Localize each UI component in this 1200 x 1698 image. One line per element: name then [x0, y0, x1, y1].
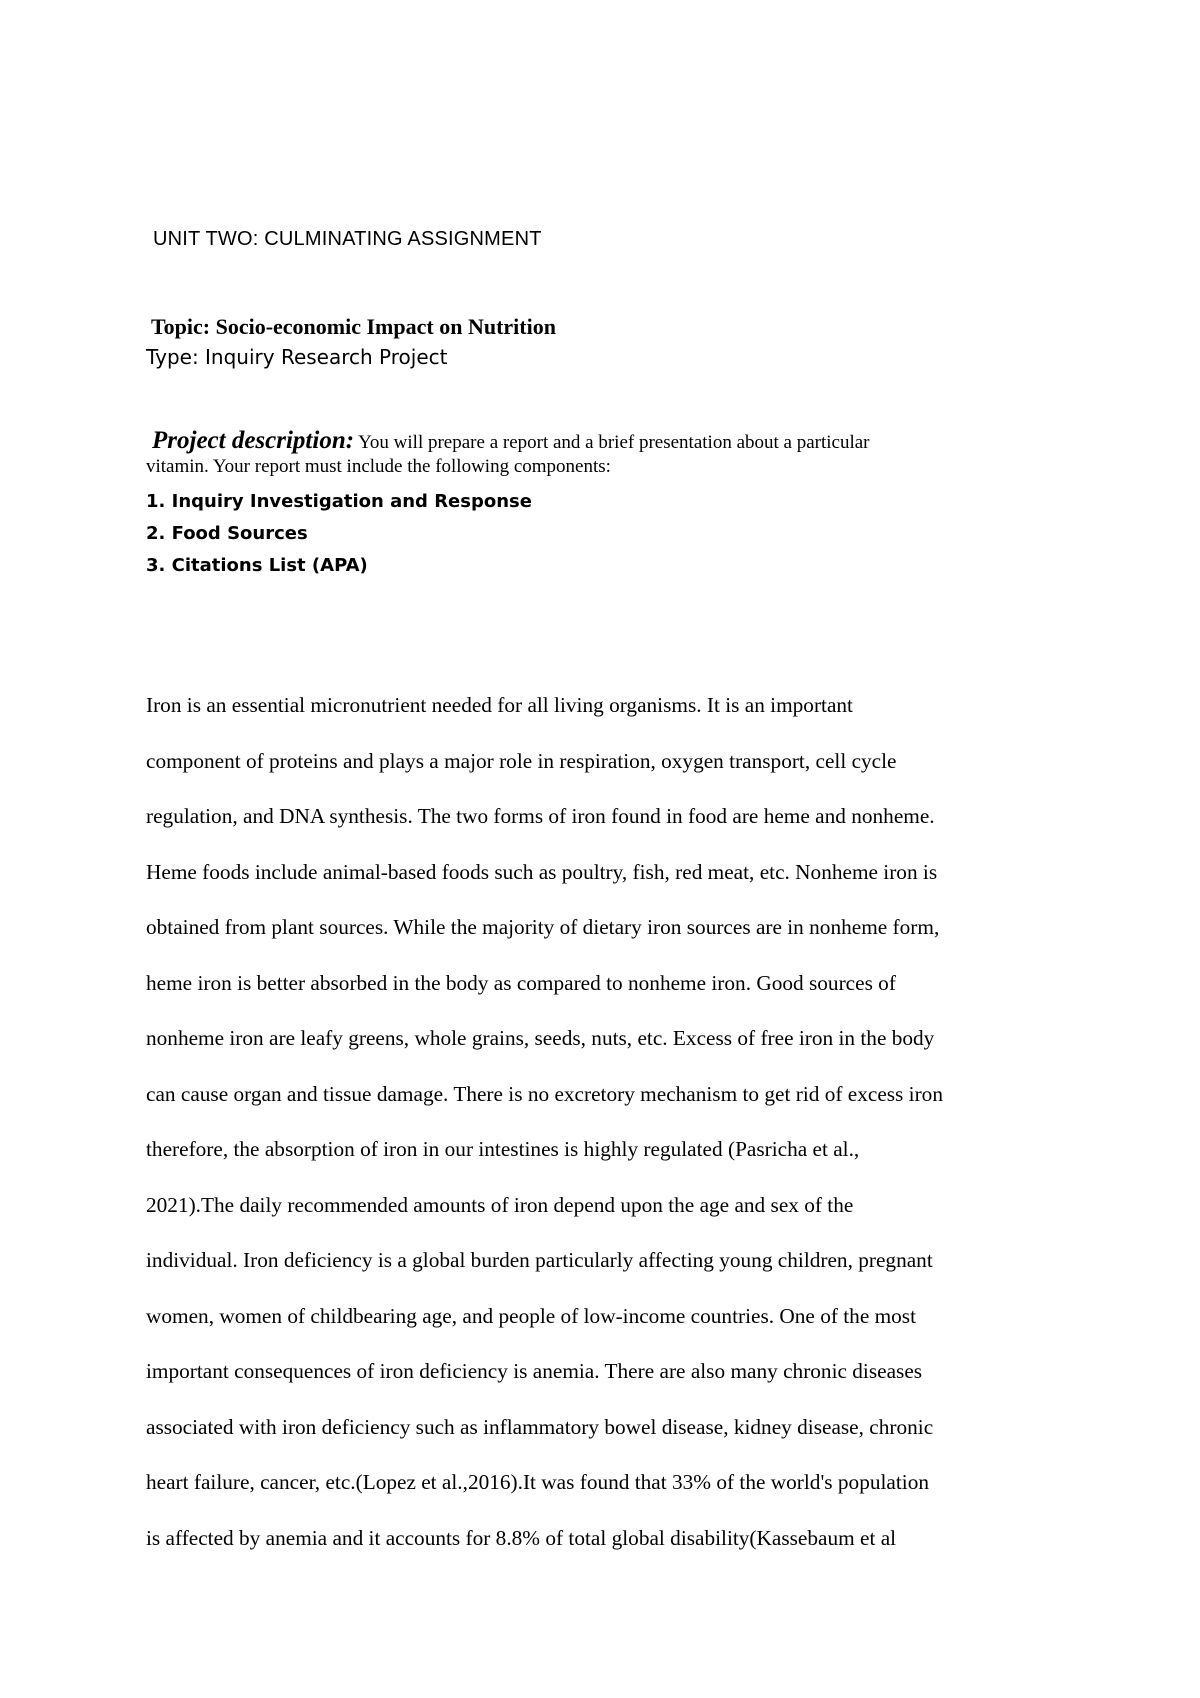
- body-line: important consequences of iron deficiency is anemia. There are also many chronic diseases: [146, 1359, 923, 1383]
- body-line: associated with iron deficiency such as inflammatory bowel disease, kidney disease, chronic: [146, 1414, 934, 1439]
- body-line: individual. Iron deficiency is a global burden particularly affecting young children, pregnant: [146, 1248, 933, 1272]
- body-paragraph: [146, 678, 1066, 1566]
- body-line: is affected by anemia and it accounts for 8.8% of total global disability(Kassebaum et al: [146, 1525, 897, 1550]
- body-line: women, women of childbearing age, and people of low-income countries. One of the most: [146, 1303, 917, 1328]
- project-description-text-2: vitamin. Your report must include the following components:: [146, 456, 611, 477]
- topic-heading: Topic: Socio-economic Impact on Nutrition: [151, 314, 556, 339]
- body-line: regulation, and DNA synthesis. The two forms of iron found in food are heme and nonheme.: [146, 804, 935, 828]
- body-line: obtained from plant sources. While the majority of dietary iron sources are in nonheme form,: [146, 915, 940, 939]
- type-heading: Type: Inquiry Research Project: [146, 345, 448, 369]
- body-line: can cause organ and tissue damage. There is no excretory mechanism to get rid of excess iron: [146, 1081, 943, 1106]
- body-line: heme iron is better absorbed in the body as compared to nonheme iron. Good sources of: [146, 970, 896, 995]
- body-line: heart failure, cancer, etc.(Lopez et al.,2016).It was found that 33% of the world's population: [146, 1470, 929, 1494]
- project-description: [146, 429, 1046, 479]
- project-description-label: Project description:: [152, 427, 355, 454]
- body-line: nonheme iron are leafy greens, whole grains, seeds, nuts, etc. Excess of free iron in the body: [146, 1026, 935, 1050]
- component-item: 2. Food Sources: [146, 523, 308, 544]
- body-line: 2021).The daily recommended amounts of iron depend upon the age and sex of the: [146, 1192, 854, 1217]
- component-item: 1. Inquiry Investigation and Response: [146, 491, 532, 512]
- body-line: Heme foods include animal-based foods such as poultry, fish, red meat, etc. Nonheme iron is: [146, 859, 938, 884]
- body-line: Iron is an essential micronutrient needed for all living organisms. It is an important: [146, 693, 853, 717]
- body-line: therefore, the absorption of iron in our intestines is highly regulated (Pasricha et al.,: [146, 1137, 860, 1161]
- components-list: [146, 486, 532, 582]
- component-item: 3. Citations List (APA): [146, 555, 368, 576]
- unit-title: UNIT TWO: CULMINATING ASSIGNMENT: [153, 228, 542, 250]
- project-description-text-1: You will prepare a report and a brief presentation about a particular: [354, 432, 870, 453]
- body-line: component of proteins and plays a major role in respiration, oxygen transport, cell cycle: [146, 748, 897, 773]
